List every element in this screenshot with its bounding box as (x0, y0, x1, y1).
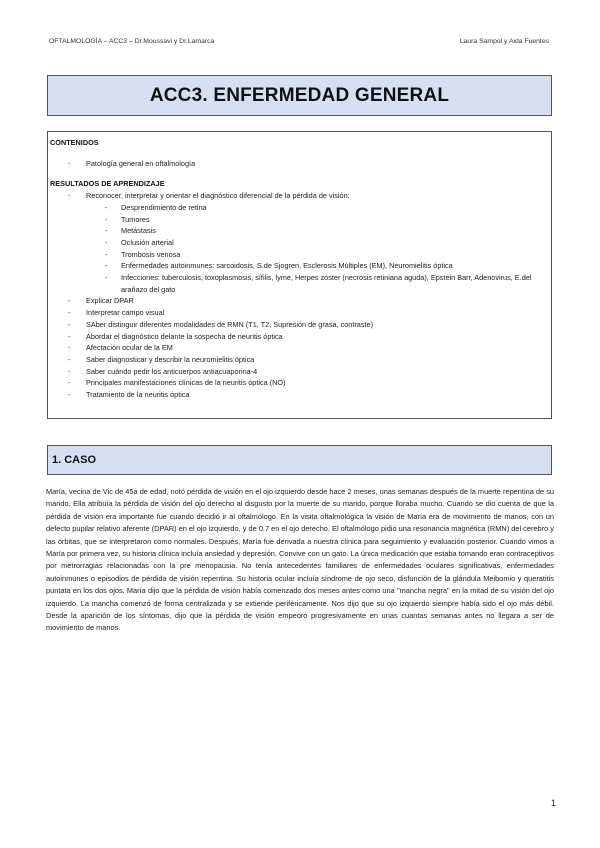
list-item: - Tratamiento de la neuritis óptica (50, 389, 545, 401)
list-item: - SAber distinguir diferentes modalidades de RMN (T1, T2, Supresión de grasa, contraste) (50, 319, 545, 331)
sub-list-item: - Infecciones: tuberculosis, toxoplasmosis, sífilis, lyme, Herpes zóster (necrosis retiniana aguda), Epstein Barr, Adenovirus, E.del arañazo del gato (50, 272, 545, 295)
list-item: - Principales manifestaciones clínicas de la neuritis óptica (NO) (50, 377, 545, 389)
caso-section-banner (47, 445, 552, 475)
sub-list-item: - Oclusión arterial (50, 237, 545, 249)
list-item: - Saber cuándo pedir los anticuerpos antiacuaporina-4 (50, 366, 545, 378)
outcomes-heading: RESULTADOS DE APRENDIZAJE (50, 179, 165, 189)
outcomes-list (50, 190, 545, 401)
sub-list-item: - Desprendimiento de retina (50, 202, 545, 214)
sub-list-item: - Tumores (50, 214, 545, 226)
list-item: - Interpretar campo visual (50, 307, 545, 319)
list-item: - Patología general en oftalmología (50, 158, 545, 170)
list-item: - Saber diagnosticar y describir la neuromielitis óptica (50, 354, 545, 366)
contents-heading: CONTENIDOS (50, 138, 99, 147)
case-paragraph: María, vecina de Vic de 45a de edad, notó pérdida de visión en el ojo izquierdo desde hace 2 meses, unas semanas después de la muerte repentina de su marido. Ella atribuía la pérdida de visión del ojo derecho al disgusto por la muerte de su marido, porque lloraba mucho. Cuando se dio cuenta de que la pérdida de visión era importante fue cuando decidió ir al oftalmólogo. En la visita oftalmológica la visión de María era de movimiento de manos, con un defecto pupilar relativo aferente (DPAR) en el ojo izquierdo, y de 0.7 en el ojo derecho. El oftalmólogo pidió una resonancia magnética (RMN) del cerebro y las órbitas, que se interpretaron como normales. Después, María fue derivada a nuestra clínica para seguimiento y evaluación posterior. Cuando vimos a María por primera vez, su historia clínica incluía ansiedad y depresión. Convive con un gato. La única medicación que estaba tomando eran contraceptivos por metrorragias relacionadas con la pre menopausia. No tenía antecedentes familiares de enfermedades oculares significativas, enfermedades autoinmunes o episodios de pérdida de visión repentina. Su historia ocular incluía síndrome de ojo seco, disfunción de la glándula Meibomio y queratitis puntata en los dos ojos. María dijo que la pérdida de visión había comenzado dos meses antes como una "mancha negra" en la mitad de su visión del ojo izquierdo. La mancha comenzó de forma centralizada y se extiende periféricamente. Nos dijo que su ojo izquierdo siempre había sido el ojo más débil. Desde la aparición de los síntomas, dijo que la pérdida de visión empeoró progresivamente en unas cuantas semanas antes no llegara a ser de movimiento de manos. (46, 487, 554, 633)
contents-list (50, 158, 545, 170)
list-item: - Afectación ocular de la EM (50, 342, 545, 354)
list-item: - Explicar DPAR (50, 295, 545, 307)
list-item (50, 190, 545, 295)
outcomes-sublist (50, 202, 545, 296)
sub-list-item: - Metástasis (50, 225, 545, 237)
header-right: Laura Sampol y Aida Fuentes (459, 38, 549, 45)
case-description (46, 486, 554, 635)
sub-list-item: - Trombosis venosa (50, 249, 545, 261)
title-banner (47, 75, 552, 116)
list-item-text: Reconocer, interpretar y orientar el diagnóstico diferencial de la pérdida de visión: (86, 191, 350, 201)
page-title: ACC3. ENFERMEDAD GENERAL (149, 84, 450, 106)
header-left: OFTALMOLOGÍA – ACC3 – Dr.Moussavi y Dr.Lamarca (49, 38, 215, 45)
sub-list-item: - Enfermedades autoinmunes: sarcoidosis, S.de Sjogren, Esclerosis Múltiples (EM), Neuromielitis óptica (50, 260, 545, 272)
caso-heading: 1. CASO (52, 454, 97, 466)
list-item: - Abordar el diagnóstico delante la sospecha de neuritis óptica (50, 331, 545, 343)
contents-box (47, 131, 552, 419)
page-number: 1 (550, 798, 556, 808)
